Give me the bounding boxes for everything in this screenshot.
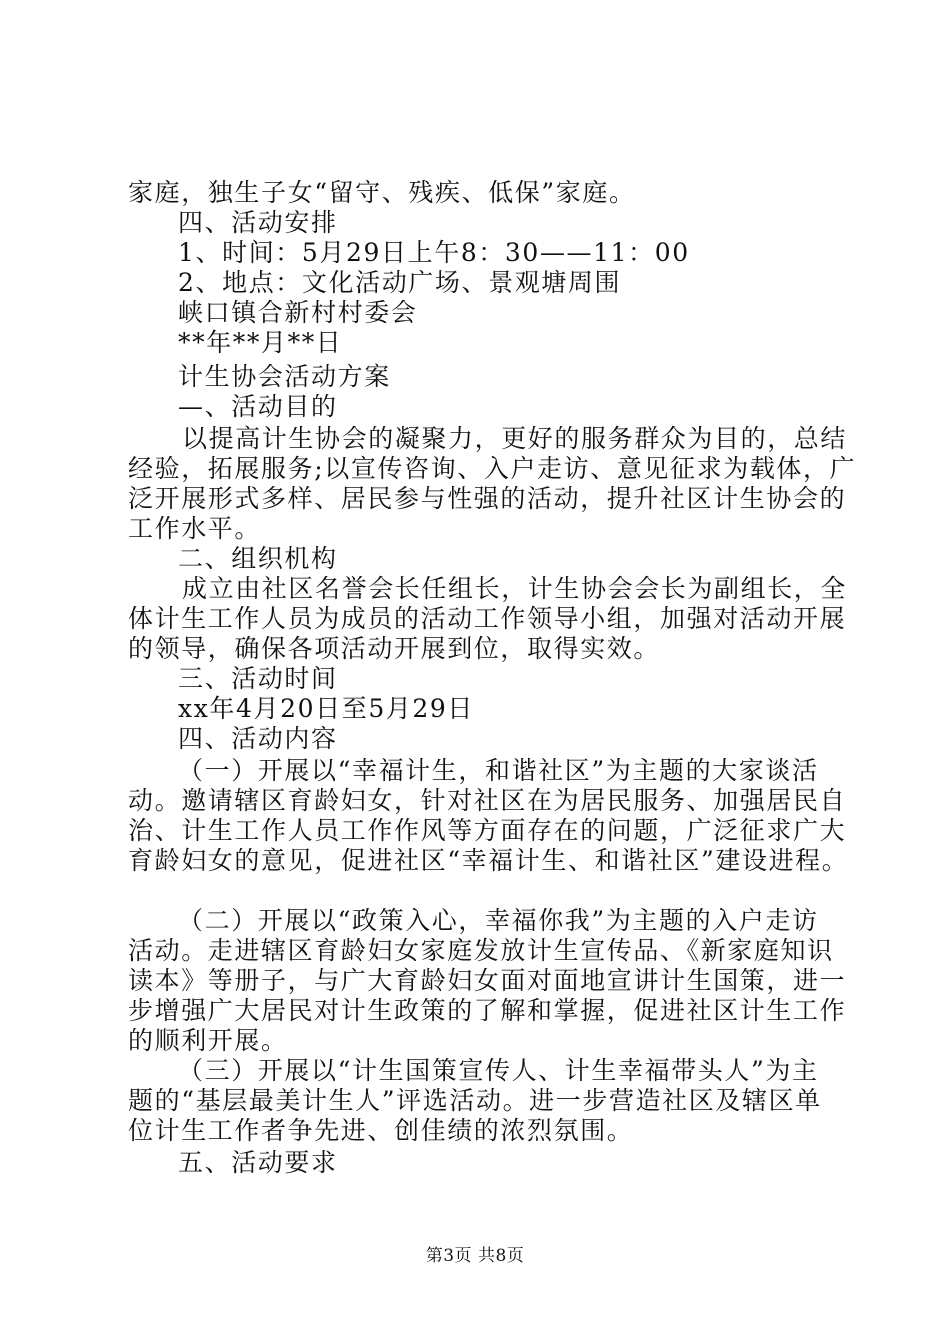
paragraph-line: 步增强广大居民对计生政策的了解和掌握，促进社区计生工作 — [128, 996, 847, 1025]
text-line: xx年4月20日至5月29日 — [178, 694, 475, 723]
paragraph-line: （三）开展以“计生国策宣传人、计生幸福带头人”为主 — [178, 1056, 819, 1085]
paragraph-line: 成立由社区名誉会长任组长，计生协会会长为副组长，全 — [182, 574, 848, 603]
paragraph-line: 读本》等册子，与广大育龄妇女面对面地宣讲计生国策，进一 — [128, 966, 847, 995]
section-heading: 四、活动内容 — [178, 724, 338, 753]
paragraph-line: 的领导，确保各项活动开展到位，取得实效。 — [128, 634, 661, 663]
paragraph-line: 育龄妇女的意见，促进社区“幸福计生、和谐社区”建设进程。 — [128, 846, 849, 875]
paragraph-line: 泛开展形式多样、居民参与性强的活动，提升社区计生协会的 — [128, 484, 847, 513]
paragraph-line: 的顺利开展。 — [128, 1026, 288, 1055]
text-line: 1、时间：5月29日上午8：30——11：00 — [178, 238, 690, 267]
text-line: 家庭，独生子女“留守、残疾、低保”家庭。 — [128, 178, 636, 207]
paragraph-line: 动。邀请辖区育龄妇女，针对社区在为居民服务、加强居民自 — [128, 786, 847, 815]
document-title: 计生协会活动方案 — [178, 362, 391, 391]
paragraph-line: 经验，拓展服务;以宣传咨询、入户走访、意见征求为载体，广 — [128, 454, 857, 483]
paragraph-line: 以提高计生协会的凝聚力，更好的服务群众为目的，总结 — [182, 424, 848, 453]
section-heading: 四、活动安排 — [178, 208, 338, 237]
signature-org: 峡口镇合新村村委会 — [178, 298, 418, 327]
paragraph-line: 活动。走进辖区育龄妇女家庭发放计生宣传品、《新家庭知识 — [128, 936, 834, 965]
paragraph-line: 治、计生工作人员工作作风等方面存在的问题，广泛征求广大 — [128, 816, 847, 845]
paragraph-line: 位计生工作者争先进、创佳绩的浓烈氛围。 — [128, 1116, 634, 1145]
signature-date: **年**月**日 — [178, 328, 343, 357]
paragraph-line: 体计生工作人员为成员的活动工作领导小组，加强对活动开展 — [128, 604, 847, 633]
section-heading: —、活动目的 — [178, 392, 338, 421]
section-heading: 二、组织机构 — [178, 544, 338, 573]
page-number-footer: 第3页 共8页 — [425, 1246, 525, 1266]
text-line: 2、地点：文化活动广场、景观塘周围 — [178, 268, 622, 297]
paragraph-line: （二）开展以“政策入心，幸福你我”为主题的入户走访 — [178, 906, 819, 935]
section-heading: 五、活动要求 — [178, 1148, 338, 1177]
paragraph-line: （一）开展以“幸福计生，和谐社区”为主题的大家谈活 — [178, 756, 819, 785]
paragraph-line: 工作水平。 — [128, 514, 262, 543]
paragraph-line: 题的“基层最美计生人”评选活动。进一步营造社区及辖区单 — [128, 1086, 822, 1115]
section-heading: 三、活动时间 — [178, 664, 338, 693]
